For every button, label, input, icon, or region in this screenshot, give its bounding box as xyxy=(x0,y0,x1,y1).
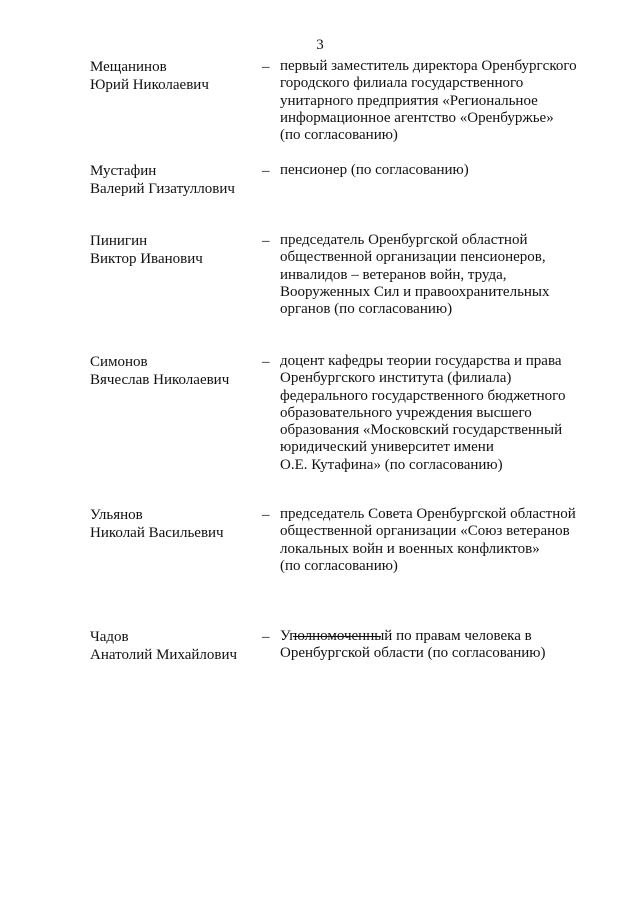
description-line: (по согласованию) xyxy=(280,127,398,144)
description-line: общественной организации пенсионеров, xyxy=(280,249,546,266)
description-line: образования «Московский государственный xyxy=(280,422,563,439)
description-line: председатель Оренбургской областной xyxy=(280,232,528,248)
description-line: органов (по согласованию) xyxy=(280,301,453,318)
member-given-names: Анатолий Михайлович xyxy=(90,647,238,663)
description-line: образовательного учреждения высшего xyxy=(280,404,532,421)
member-description xyxy=(280,506,580,575)
description-line: унитарного предприятия «Региональное xyxy=(280,92,538,109)
member-name xyxy=(90,353,260,389)
description-line: инвалидов – ветеранов войн, труда, xyxy=(280,266,507,283)
description-line: пенсионер (по согласованию) xyxy=(280,162,469,178)
member-given-names: Валерий Гизатуллович xyxy=(90,181,235,197)
member-name xyxy=(90,162,260,198)
description-line: доцент кафедры теории государства и права xyxy=(280,353,562,369)
entry-dash: – xyxy=(262,233,270,249)
member-description xyxy=(280,232,580,318)
description-line: председатель Совета Оренбургской областной xyxy=(280,506,576,522)
member-entry xyxy=(0,353,640,473)
page-number: 3 xyxy=(316,37,324,53)
member-name xyxy=(90,232,260,268)
member-entry xyxy=(0,506,640,574)
member-given-names: Виктор Иванович xyxy=(90,251,203,267)
member-surname: Пинигин xyxy=(90,233,148,249)
description-line: городского филиала государственного xyxy=(280,75,524,92)
description-line: Уполномоченный по правам человека в xyxy=(280,628,532,644)
member-entry xyxy=(0,58,640,144)
member-entry xyxy=(0,232,640,318)
member-description xyxy=(280,162,580,179)
entry-dash: – xyxy=(262,59,270,75)
member-entry xyxy=(0,162,640,197)
description-line: локальных войн и военных конфликтов» xyxy=(280,540,540,557)
member-name xyxy=(90,58,260,94)
member-surname: Чадов xyxy=(90,629,129,645)
entry-dash: – xyxy=(262,629,270,645)
member-surname: Симонов xyxy=(90,354,148,370)
description-line: федерального государственного бюджетного xyxy=(280,387,566,404)
description-line: (по согласованию) xyxy=(280,557,398,574)
member-given-names: Юрий Николаевич xyxy=(90,77,209,93)
member-list xyxy=(0,58,640,663)
member-surname: Мещанинов xyxy=(90,59,167,75)
end-separator-line xyxy=(293,636,381,637)
description-line: информационное агентство «Оренбуржье» xyxy=(280,109,554,126)
member-entry xyxy=(0,628,640,663)
description-line: Оренбургской области (по согласованию) xyxy=(280,645,546,662)
description-line: Вооруженных Сил и правоохранительных xyxy=(280,283,550,300)
description-line: О.Е. Кутафина» (по согласованию) xyxy=(280,456,503,473)
description-line: общественной организации «Союз ветеранов xyxy=(280,523,570,540)
member-given-names: Вячеслав Николаевич xyxy=(90,372,230,388)
entry-dash: – xyxy=(262,507,270,523)
member-description xyxy=(280,353,580,474)
member-surname: Ульянов xyxy=(90,507,143,523)
description-line: юридический университет имени xyxy=(280,439,494,456)
member-description xyxy=(280,58,580,144)
member-surname: Мустафин xyxy=(90,163,157,179)
description-line: первый заместитель директора Оренбургского xyxy=(280,58,577,74)
member-given-names: Николай Васильевич xyxy=(90,525,224,541)
description-line: Оренбургского института (филиала) xyxy=(280,370,512,387)
entry-dash: – xyxy=(262,354,270,370)
member-name xyxy=(90,506,260,542)
entry-dash: – xyxy=(262,163,270,179)
member-description xyxy=(280,628,580,663)
member-name xyxy=(90,628,260,664)
